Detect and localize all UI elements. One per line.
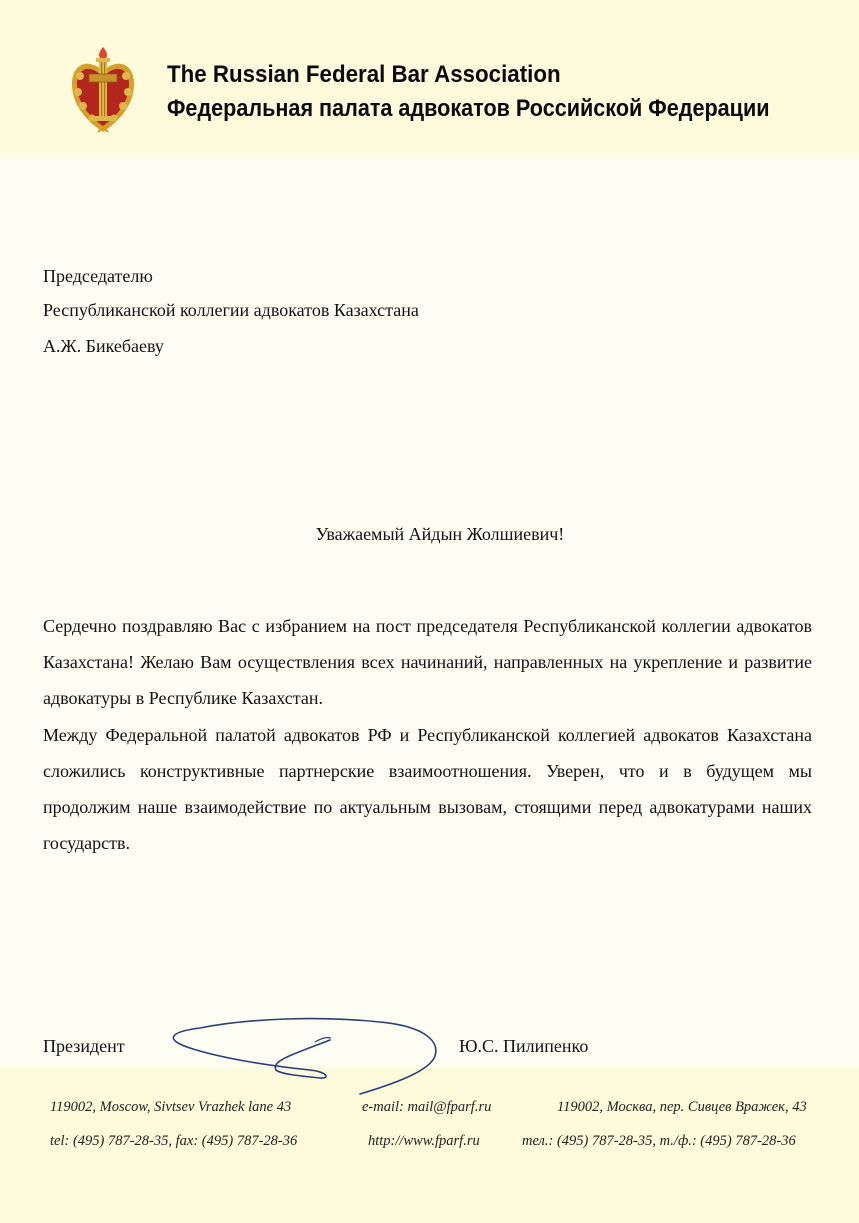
body-paragraph: Сердечно поздравляю Вас с избранием на пост председателя Республиканской коллегии адвокатов Казахстана! Желаю Вам осуществления всех начинаний, направленных на укрепление и развитие адвокатуры в Республике Казахстан. (43, 616, 812, 709)
handwritten-signature (160, 1010, 460, 1100)
signatory-name: Ю.С. Пилипенко (459, 1036, 589, 1056)
footer-website[interactable]: http://www.fparf.ru (368, 1133, 480, 1149)
addressee-organization: Республиканской коллегии адвокатов Казахстана (43, 300, 419, 320)
footer-email[interactable]: e-mail: mail@fparf.ru (362, 1099, 492, 1115)
body-paragraph: Между Федеральной палатой адвокатов РФ и Республиканской коллегией адвокатов Казахстана сложились конструктивные партнерские взаимоотношения. Уверен, что и в будущем мы продолжим наше взаимодействие по актуальным вызовам, стоящими перед адвокатурами наших государств. (43, 724, 812, 854)
footer-phone-ru: тел.: (495) 787-28-35, т./ф.: (495) 787-28-36 (522, 1133, 796, 1149)
footer-address-en: 119002, Moscow, Sivtsev Vrazhek lane 43 (50, 1099, 292, 1115)
footer-phone-en: tel: (495) 787-28-35, fax: (495) 787-28-36 (50, 1133, 298, 1149)
letter-body (43, 608, 812, 861)
addressee-name: А.Ж. Бикебаеву (43, 336, 164, 356)
footer-address-ru: 119002, Москва, пер. Сивцев Вражек, 43 (557, 1099, 807, 1115)
letterhead-fade (0, 150, 859, 164)
greeting: Уважаемый Айдын Жолшиевич! (315, 524, 565, 544)
org-name-ru: Федеральная палата адвокатов Российской Федерации (167, 95, 770, 122)
addressee-title: Председателю (43, 266, 153, 286)
org-name-en: The Russian Federal Bar Association (167, 61, 561, 88)
signatory-title: Президент (43, 1036, 125, 1056)
bar-association-emblem-icon (68, 46, 138, 136)
